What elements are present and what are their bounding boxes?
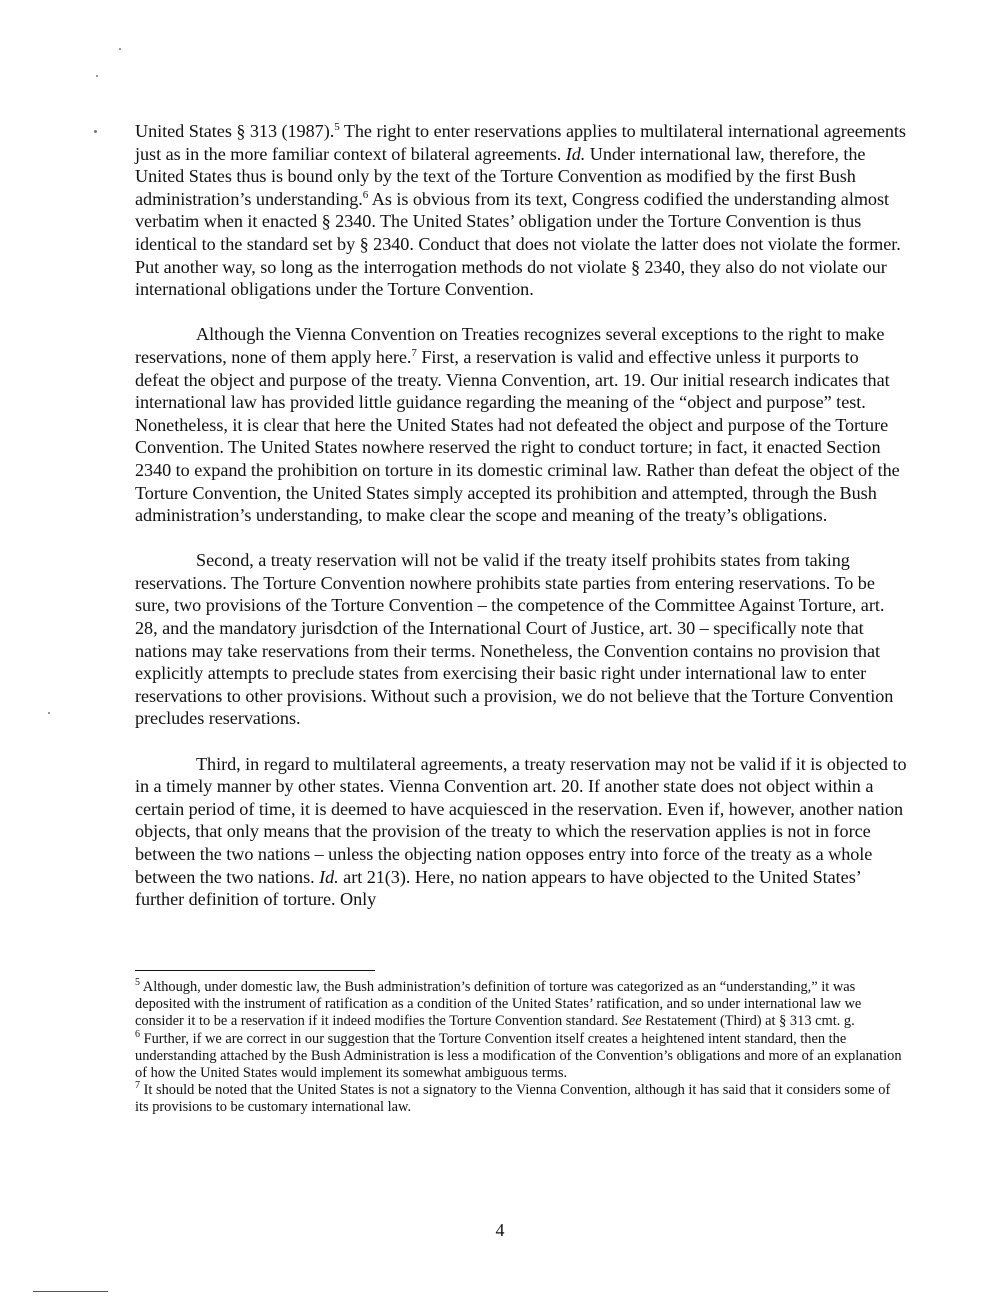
- paragraph-1: United States § 313 (1987).$^5$ The right to enter reservations applies to multilateral international agreements just as in the more familiar context of bilateral agreements. Id. Under international law, therefore, the United States thus is bound only by the text of the Torture Convention as modified by the first Bush administration’s understanding.$^6$ As is obvious from its text, Congress codified the understanding almost verbatim when it enacted § 2340. The United States’ obligation under the Torture Convention is thus identical to the standard set by § 2340. Conduct that does not violate the latter does not violate the former. Put another way, so long as the interrogation methods do not violate § 2340, they also do not violate our international obligations under the Torture Convention.: [135, 121, 906, 300]
- scan-edge-mark: [33, 1291, 108, 1292]
- paragraph-2: Although the Vienna Convention on Treaties recognizes several exceptions to the right to make reservations, none of them apply here.$^7$ First, a reservation is valid and effective unless it purports to defeat the object and purpose of the treaty. Vienna Convention, art. 19. Our initial research indicates that international law has provided little guidance regarding the meaning of the “object and purpose” test. Nonetheless, it is clear that here the United States had not defeated the object and purpose of the Torture Convention. The United States nowhere reserved the right to conduct torture; in fact, it enacted Section 2340 to expand the prohibition on torture in its domestic criminal law. Rather than defeat the object of the Torture Convention, the United States simply accepted its prohibition and attempted, through the Bush administration’s understanding, to make clear the scope and meaning of the treaty’s obligations.: [135, 324, 900, 526]
- scan-speck: [94, 130, 97, 133]
- footnote-ref: 5: [135, 977, 140, 988]
- citation-signal: Id.: [565, 143, 586, 164]
- footnote-6: $^6$ Further, if we are correct in our suggestion that the Torture Convention itself creates a heightened intent standard, then the understanding attached by the Bush Administration is less a modification of the Convention’s obligations and more of an explanation of how the United States would implement its somewhat ambiguous terms.: [135, 1028, 902, 1082]
- footnote-ref: 6: [362, 188, 369, 201]
- footnotes: [135, 979, 907, 1117]
- footnote-7: $^7$ It should be noted that the United States is not a signatory to the Vienna Convention, although it has said that it considers some of its provisions to be customary international law.: [135, 1080, 891, 1116]
- scan-speck: [96, 75, 98, 77]
- paragraph-3: Second, a treaty reservation will not be valid if the treaty itself prohibits states from taking reservations. The Torture Convention nowhere prohibits state parties from entering reservations. To be sure, two provisions of the Torture Convention – the competence of the Committee Against Torture, art. 28, and the mandatory jurisdction of the International Court of Justice, art. 30 – specifically note that nations may take reservations from their terms. Nonetheless, the Convention contains no provision that explicitly attempts to preclude states from exercising their basic right under international law to enter reservations to other provisions. Without such a provision, we do not believe that the Torture Convention precludes reservations.: [135, 550, 894, 729]
- body-text: [135, 120, 907, 933]
- footnote-ref: 7: [135, 1080, 140, 1092]
- page-number: 4: [495, 1220, 505, 1240]
- footnote-5: $^5$ Although, under domestic law, the Bush administration’s definition of torture was categorized as an “understanding,” it was deposited with the instrument of ratification as a condition of the United States’ ratification, and so under international law we consider it to be a reservation if it indeed modifies the Torture Convention standard. See Restatement (Third) at § 313 cmt. g.: [135, 977, 862, 1030]
- footnote-separator: [135, 970, 375, 971]
- citation-signal: Id.: [319, 866, 339, 887]
- scan-speck: [119, 48, 121, 50]
- footnote-ref: 7: [411, 346, 417, 359]
- footnote-ref: 6: [135, 1028, 140, 1040]
- footnote-ref: 5: [334, 121, 340, 133]
- paragraph-4: Third, in regard to multilateral agreements, a treaty reservation may not be valid if it is objected to in a timely manner by other states. Vienna Convention art. 20. If another state does not object within a certain period of time, it is deemed to have acquiesced in the reservation. Even if, however, another nation objects, that only means that the provision of the treaty to which the reservation applies is not in force between the two nations – unless the objecting nation opposes entry into force of the treaty as a whole between the two nations. Id. art 21(3). Here, no nation appears to have objected to the United States’ further definition of torture. Only: [135, 753, 907, 910]
- scan-speck: [48, 712, 50, 714]
- citation-signal: See: [621, 1013, 642, 1030]
